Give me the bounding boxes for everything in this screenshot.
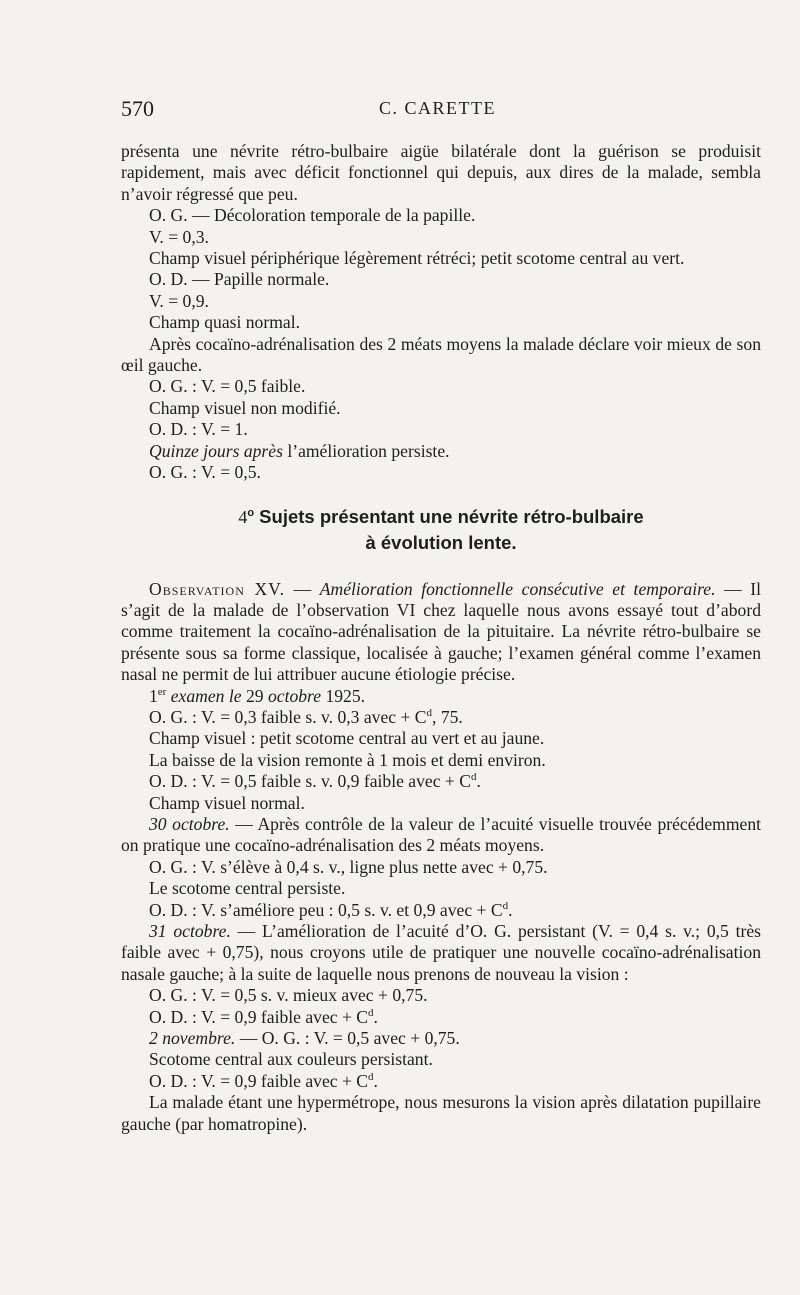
text-line <box>121 1007 761 1028</box>
body-text <box>121 141 761 1135</box>
text-line: O. D. — Papille normale. <box>149 269 330 290</box>
exam-date-line <box>121 686 761 707</box>
text-line: Scotome central aux couleurs persistant. <box>149 1049 433 1070</box>
text-run: O. D. : V. = 0,9 faible avec + C <box>149 1006 369 1027</box>
page-header <box>121 96 761 124</box>
paragraph <box>121 921 761 985</box>
date-label: 2 novembre. <box>149 1028 236 1049</box>
section-title-line-1: Sujets présentant une névrite rétro-bulbaire <box>254 505 644 527</box>
observation-title: Amélioration fonctionnelle consécutive et temporaire. <box>319 578 716 599</box>
running-title: C. CARETTE <box>379 98 496 118</box>
observation-label: Observation XV. <box>149 578 285 599</box>
superscript: d <box>470 771 477 784</box>
text-line: O. G. : V. s’élève à 0,4 s. v., ligne plus nette avec + 0,75. <box>149 856 548 877</box>
section-heading <box>121 504 761 556</box>
text-line: O. G. : V. = 0,5 s. v. mieux avec + 0,75. <box>149 985 428 1006</box>
text-line: O. G. — Décoloration temporale de la papille. <box>149 205 476 226</box>
exam-day: 29 <box>245 685 264 706</box>
superscript: d <box>368 1070 374 1083</box>
section-title-line-2: à évolution lente. <box>365 531 517 553</box>
text-line: O. G. : V. = 0,5 faible. <box>149 376 306 397</box>
text-line: Champ quasi normal. <box>149 312 300 333</box>
section-number: 4 <box>238 506 248 527</box>
text-line <box>121 900 761 921</box>
superscript: d <box>368 1006 374 1019</box>
observation-intro <box>121 579 761 686</box>
paragraph: Champ visuel périphérique légèrement rétréci; petit scotome central au vert. <box>149 248 685 269</box>
text-run: , 75. <box>432 706 463 727</box>
exam-month: octobre <box>263 685 326 706</box>
page-number: 570 <box>121 96 154 121</box>
section-heading-line <box>121 504 761 530</box>
paragraph <box>121 814 761 857</box>
text-run: O. D. : V. = 0,9 faible avec + C <box>149 1070 369 1091</box>
text-run: — <box>285 578 320 599</box>
text-run: — Après contrôle de la valeur de l’acuité visuelle trouvée précédemment on pratique une cocaïno-adrénalisation des 2 méats moyens. <box>121 813 762 856</box>
text-line: V. = 0,9. <box>149 290 209 311</box>
text-line: V. = 0,3. <box>149 226 209 247</box>
superscript: d <box>426 707 433 720</box>
text-run: l’amélioration persiste. <box>282 440 450 461</box>
text-line <box>121 771 761 792</box>
text-run: O. D. : V. s’améliore peu : 0,5 s. v. et 0,9 avec + C <box>149 899 503 920</box>
paragraph: présenta une névrite rétro-bulbaire aigüe bilatérale dont la guérison se produisit rapidement, mais avec déficit fonctionnel qui depuis, aux dires de la malade, sembla n’avoir régressé que peu. <box>121 141 761 204</box>
text-run: O. D. : V. = 0,5 faible s. v. 0,9 faible avec + C <box>149 771 471 792</box>
text-run: . <box>373 1006 378 1027</box>
exam-number: 1 <box>149 685 158 706</box>
exam-sup: er <box>157 685 167 698</box>
text-line: Champ visuel normal. <box>149 792 305 813</box>
text-line <box>121 1071 761 1092</box>
section-ordinal: o <box>247 506 255 519</box>
date-label: 31 octobre. <box>149 921 231 941</box>
italic-phrase: Quinze jours après <box>149 440 283 461</box>
text-run: — Il s’agit de la malade de l’observation VI chez laquelle nous avons essayé tout d’abord comme traitement la cocaïno-adrénalisation de la pituitaire. La névrite rétro-bulbaire se présente sous sa forme classique, localisée à gauche; l’examen général comme l’examen nasal ne permit de lui attribuer aucune étiologie précise. <box>121 578 762 685</box>
text-line: Champ visuel non modifié. <box>149 397 341 418</box>
text-run: — O. G. : V. = 0,5 avec + 0,75. <box>235 1028 460 1049</box>
text-run: — L’amélioration de l’acuité d’O. G. persistant (V. = 0,4 s. v.; 0,5 très faible avec + 0,75), nous croyons utile de pratiquer une nouvelle cocaïno-adrénalisation nasale gauche; à la suite de laquelle nous prenons de nouveau la vision : <box>121 921 761 984</box>
exam-text: examen le <box>166 685 246 706</box>
text-run: . <box>373 1070 378 1091</box>
text-line: O. D. : V. = 1. <box>149 419 248 440</box>
text-line <box>121 1028 761 1049</box>
text-run: . <box>508 899 513 920</box>
text-run: . <box>476 771 481 792</box>
text-line: O. G. : V. = 0,5. <box>149 462 261 483</box>
date-label: 30 octobre. <box>149 813 230 834</box>
superscript: d <box>502 899 509 912</box>
text-line <box>121 707 761 728</box>
paragraph: La malade étant une hypermétrope, nous mesurons la vision après dilatation pupillaire gauche (par homatropine). <box>121 1092 761 1134</box>
text-line <box>121 441 761 462</box>
text-run: O. G. : V. = 0,3 faible s. v. 0,3 avec + C <box>149 706 427 727</box>
text-line: Le scotome central persiste. <box>149 878 346 899</box>
text-line: La baisse de la vision remonte à 1 mois et demi environ. <box>149 749 546 770</box>
text-line: Champ visuel : petit scotome central au vert et au jaune. <box>149 728 545 749</box>
exam-year: 1925. <box>325 685 366 706</box>
paragraph: Après cocaïno-adrénalisation des 2 méats moyens la malade déclare voir mieux de son œil gauche. <box>121 333 761 376</box>
